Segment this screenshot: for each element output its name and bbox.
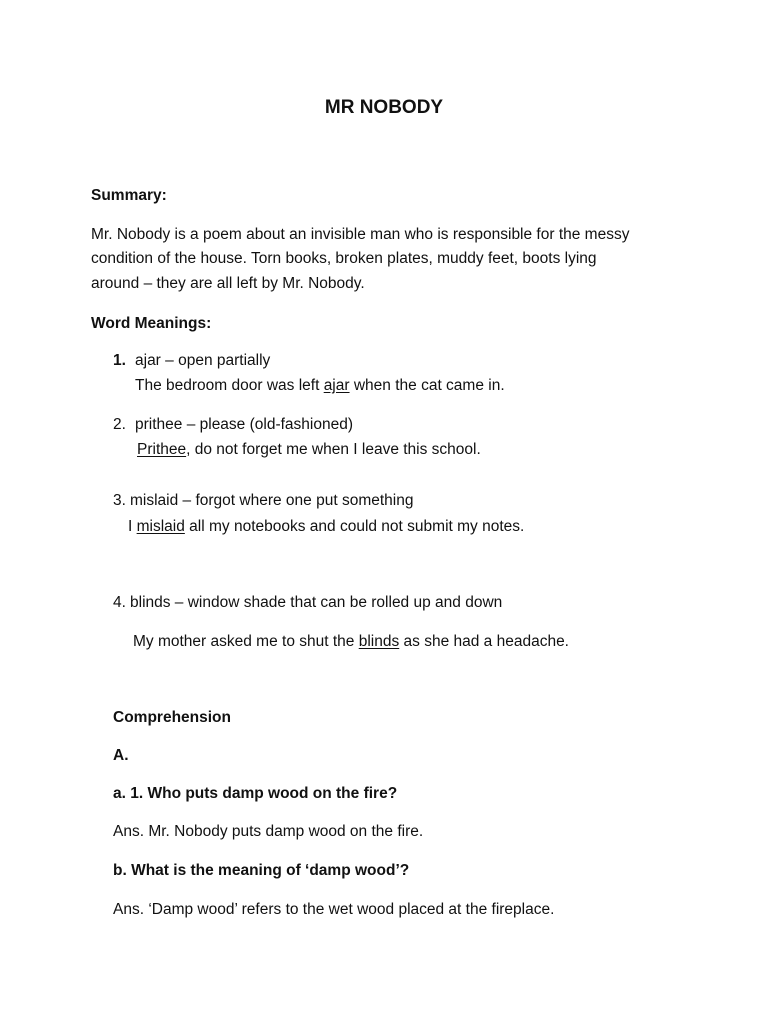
word-example — [128, 517, 524, 537]
word-example — [137, 440, 481, 460]
word-definition: mislaid – forgot where one put something — [130, 492, 414, 509]
question: b. What is the meaning of ‘damp wood’? — [113, 862, 410, 879]
word-number: 2. — [113, 416, 126, 433]
example-highlighted-word: ajar — [323, 377, 350, 394]
question: a. 1. Who puts damp wood on the fire? — [113, 785, 398, 802]
summary-heading: Summary: — [91, 187, 167, 204]
example-text: I — [128, 518, 137, 535]
example-text: as she had a headache. — [399, 633, 569, 650]
word-number: 1. — [113, 352, 126, 369]
word-number: 3. — [113, 492, 126, 509]
example-text: , do not forget me when I leave this school. — [186, 441, 481, 458]
example-text: all my notebooks and could not submit my notes. — [184, 518, 525, 535]
page-title: MR NOBODY — [324, 97, 444, 118]
word-meanings-heading: Word Meanings: — [91, 315, 212, 332]
word-definition: ajar – open partially — [135, 352, 271, 369]
summary-line: around – they are all left by Mr. Nobody. — [91, 275, 365, 292]
example-text: The bedroom door was left — [135, 377, 324, 394]
example-highlighted-word: blinds — [358, 633, 400, 650]
summary-line: condition of the house. Torn books, broken plates, muddy feet, boots lying — [91, 250, 597, 267]
word-number: 4. — [113, 594, 126, 611]
word-example — [135, 376, 505, 396]
word-definition: prithee – please (old-fashioned) — [135, 416, 353, 433]
answer: Ans. Mr. Nobody puts damp wood on the fire. — [113, 823, 424, 840]
word-definition: blinds – window shade that can be rolled up and down — [130, 594, 503, 611]
answer: Ans. ‘Damp wood’ refers to the wet wood placed at the fireplace. — [113, 901, 555, 918]
word-example — [133, 632, 569, 652]
example-text: My mother asked me to shut the — [133, 633, 359, 650]
summary-line: Mr. Nobody is a poem about an invisible man who is responsible for the messy — [91, 226, 630, 243]
example-text: when the cat came in. — [349, 377, 505, 394]
example-highlighted-word: mislaid — [136, 518, 185, 535]
section-label: A. — [113, 747, 129, 764]
example-highlighted-word: Prithee — [137, 441, 187, 458]
comprehension-heading: Comprehension — [113, 709, 231, 726]
